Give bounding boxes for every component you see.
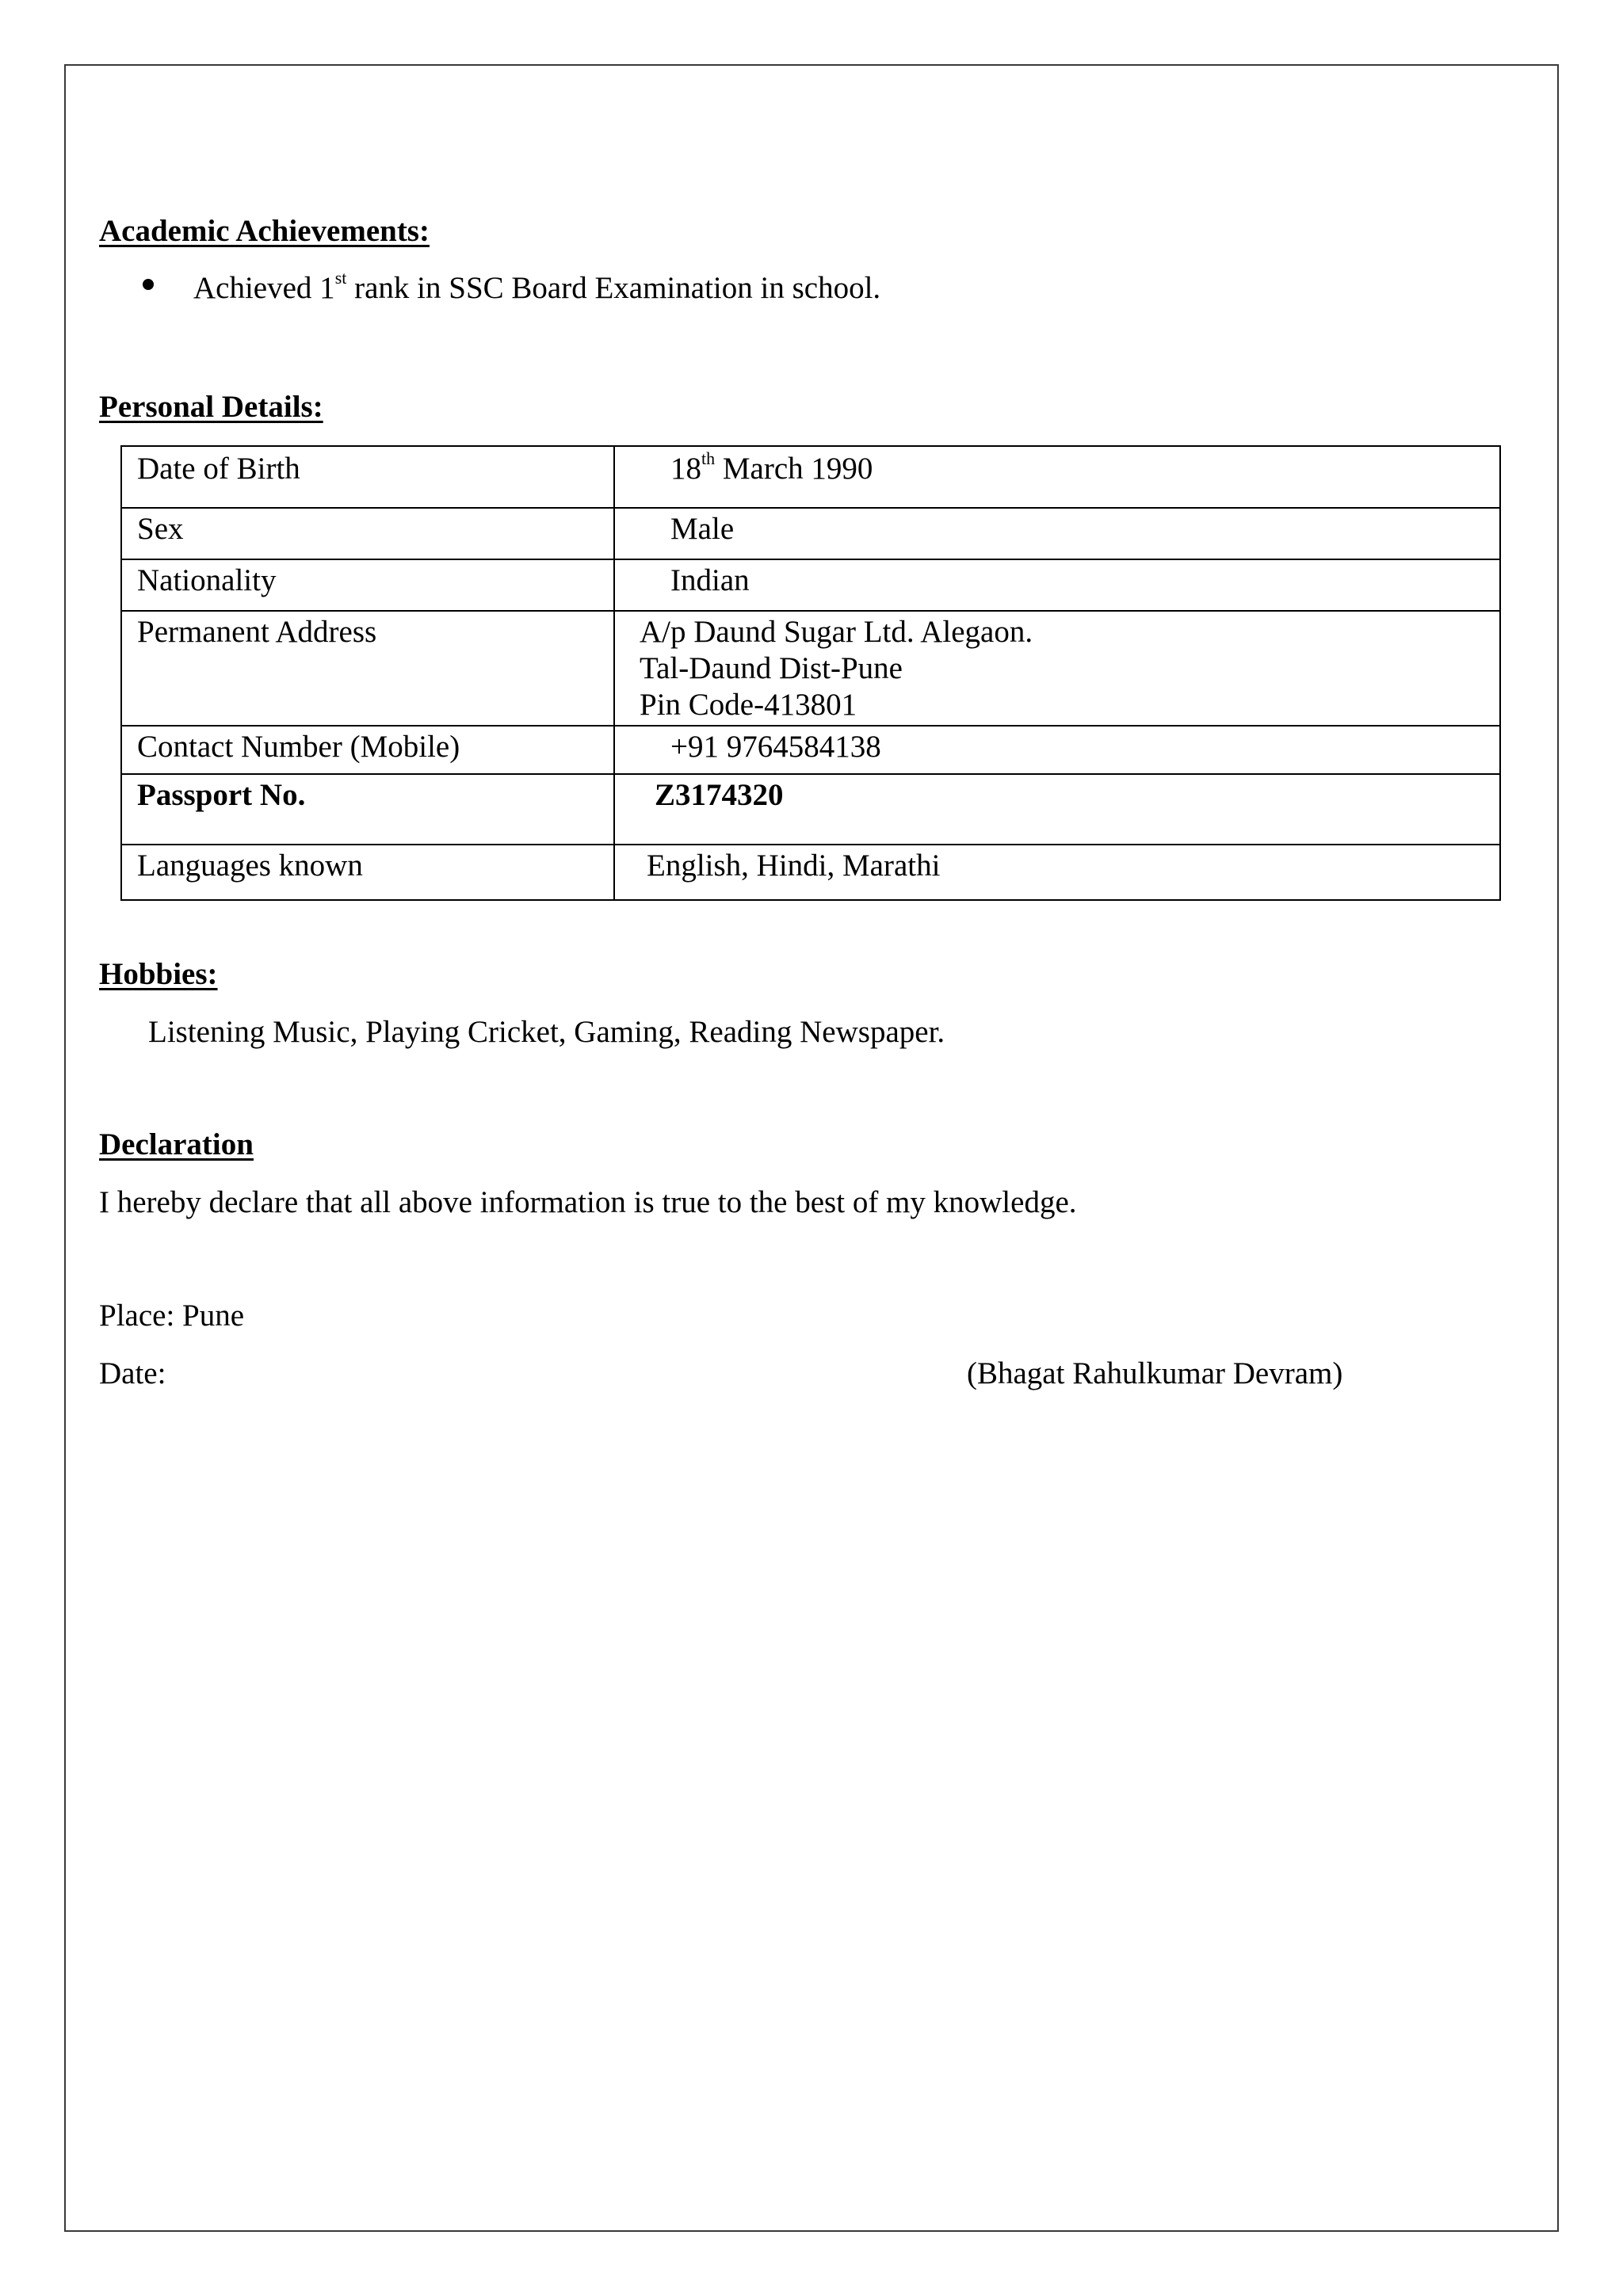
dob-label: Date of Birth: [121, 446, 614, 508]
table-row-languages: [121, 845, 1500, 900]
languages-value: English, Hindi, Marathi: [614, 845, 1500, 900]
dob-value: [614, 446, 1500, 508]
hobbies-heading: Hobbies:: [99, 957, 218, 991]
place-text: Place: Pune: [99, 1299, 245, 1333]
address-value: [614, 611, 1500, 726]
nationality-value: Indian: [614, 559, 1500, 611]
table-row-sex: [121, 508, 1500, 559]
bullet-icon: [143, 279, 154, 290]
achievement-text-prefix: Achieved 1: [193, 271, 335, 305]
table-row-passport: [121, 774, 1500, 845]
address-label: Permanent Address: [121, 611, 614, 726]
table-row-dob: [121, 446, 1500, 508]
date-label: Date:: [99, 1356, 166, 1390]
academic-achievements-heading: Academic Achievements:: [99, 214, 430, 248]
address-line-1: A/p Daund Sugar Ltd. Alegaon.: [640, 615, 1033, 649]
achievement-superscript: st: [334, 268, 347, 288]
dob-superscript: th: [701, 448, 716, 468]
languages-label: Languages known: [121, 845, 614, 900]
declaration-text: I hereby declare that all above information is true to the best of my knowledge.: [99, 1185, 1077, 1219]
achievement-text-suffix: rank in SSC Board Examination in school.: [346, 271, 881, 305]
passport-label: Passport No.: [121, 774, 614, 845]
hobbies-text: Listening Music, Playing Cricket, Gaming, Reading Newspaper.: [148, 1015, 945, 1049]
academic-achievement-item: [193, 268, 881, 305]
passport-value: Z3174320: [614, 774, 1500, 845]
declaration-heading: Declaration: [99, 1127, 254, 1161]
contact-label: Contact Number (Mobile): [121, 726, 614, 774]
contact-value: +91 9764584138: [614, 726, 1500, 774]
dob-day: 18: [670, 452, 701, 486]
personal-details-table: [120, 445, 1501, 901]
table-row-nationality: [121, 559, 1500, 611]
address-line-2: Tal-Daund Dist-Pune: [640, 651, 903, 685]
sex-value: Male: [614, 508, 1500, 559]
sex-label: Sex: [121, 508, 614, 559]
table-row-contact: [121, 726, 1500, 774]
address-line-3: Pin Code-413801: [640, 688, 857, 722]
table-row-address: [121, 611, 1500, 726]
signature-name: (Bhagat Rahulkumar Devram): [967, 1356, 1343, 1390]
dob-month-year: March 1990: [715, 452, 873, 486]
personal-details-heading: Personal Details:: [99, 390, 323, 424]
nationality-label: Nationality: [121, 559, 614, 611]
